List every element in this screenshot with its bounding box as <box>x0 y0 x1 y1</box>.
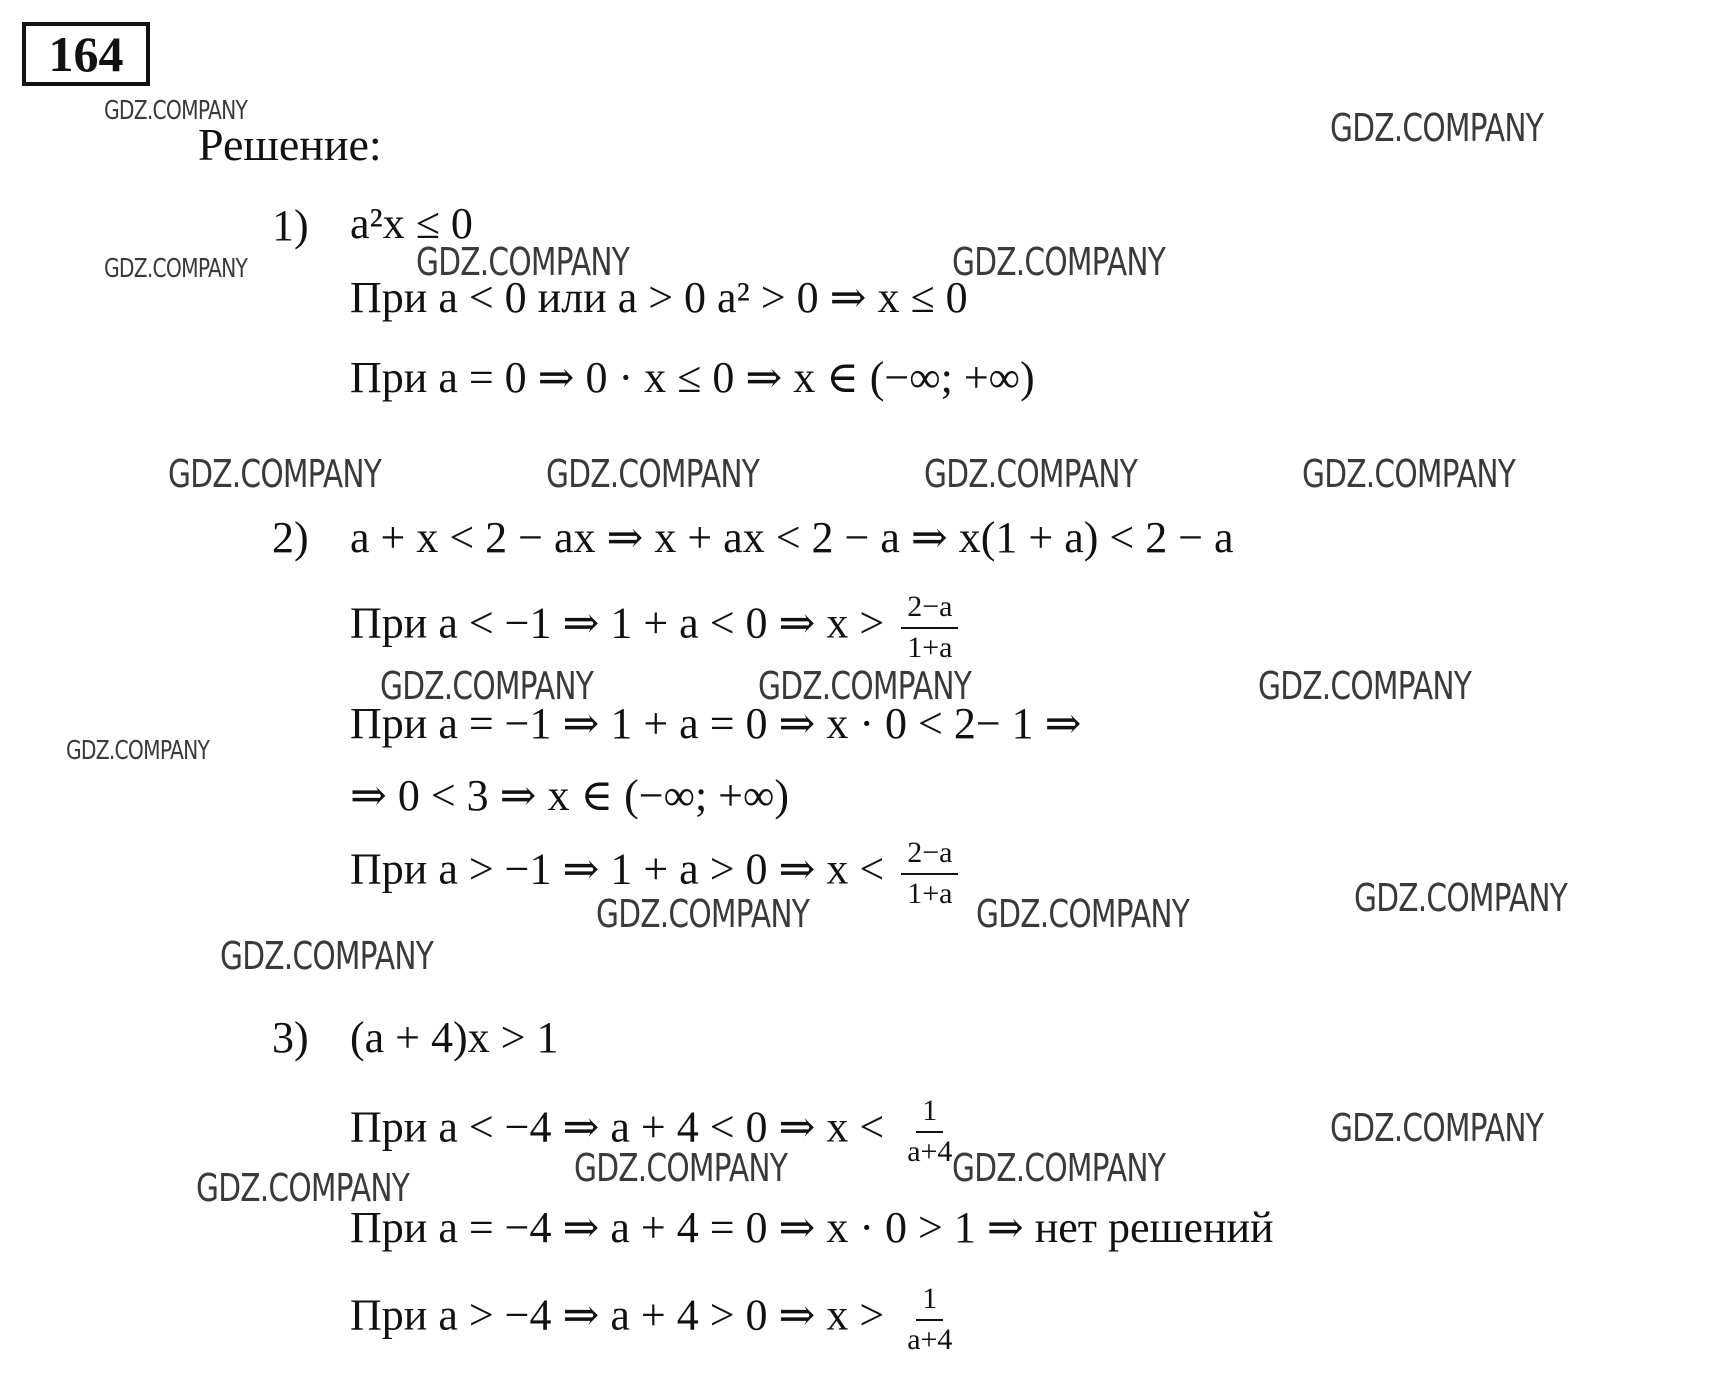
item-3-line-1-text: При a < −4 ⇒ a + 4 < 0 ⇒ x < <box>350 1102 885 1152</box>
solution-heading: Решение: <box>198 119 382 170</box>
item-2-line-3: ⇒ 0 < 3 ⇒ x ∈ (−∞; +∞) <box>350 771 790 820</box>
watermark: GDZ.COMPANY <box>1330 1106 1544 1150</box>
watermark: GDZ.COMPANY <box>924 452 1138 496</box>
fraction-denominator: 1+a <box>907 630 953 664</box>
watermark: GDZ.COMPANY <box>596 892 810 936</box>
item-3-line-3 <box>350 1282 958 1357</box>
item-1-statement: a²x ≤ 0 <box>350 199 473 248</box>
watermark: GDZ.COMPANY <box>1354 876 1568 920</box>
watermark: GDZ.COMPANY <box>168 452 382 496</box>
watermark: GDZ.COMPANY <box>574 1146 788 1190</box>
item-2-line-4-text: При a > −1 ⇒ 1 + a > 0 ⇒ x < <box>350 844 885 894</box>
item-2-statement: a + x < 2 − ax ⇒ x + ax < 2 − a ⇒ x(1 + a) < 2 − a <box>350 513 1234 562</box>
item-1-line-2: При a = 0 ⇒ 0 · x ≤ 0 ⇒ x ∈ (−∞; +∞) <box>350 353 1035 402</box>
watermark: GDZ.COMPANY <box>104 254 248 284</box>
item-3-line-1-fraction <box>901 1094 958 1169</box>
fraction-numerator: 1 <box>916 1282 943 1321</box>
watermark: GDZ.COMPANY <box>220 934 434 978</box>
item-3-line-3-fraction <box>901 1282 958 1357</box>
watermark: GDZ.COMPANY <box>952 1146 1166 1190</box>
item-1-number: 1) <box>272 201 309 250</box>
item-2-line-1 <box>350 590 958 665</box>
item-2-number: 2) <box>272 513 309 562</box>
watermark: GDZ.COMPANY <box>546 452 760 496</box>
fraction-numerator: 1 <box>916 1094 943 1133</box>
fraction-numerator: 2−a <box>901 590 958 629</box>
item-3-statement: (a + 4)x > 1 <box>350 1013 559 1062</box>
watermark: GDZ.COMPANY <box>1302 452 1516 496</box>
watermark: GDZ.COMPANY <box>952 240 1166 284</box>
fraction-denominator: a+4 <box>907 1134 953 1168</box>
watermark: GDZ.COMPANY <box>758 664 972 708</box>
fraction-denominator: a+4 <box>907 1322 953 1356</box>
fraction-denominator: 1+a <box>907 876 953 910</box>
watermark: GDZ.COMPANY <box>976 892 1190 936</box>
watermark: GDZ.COMPANY <box>1330 106 1544 150</box>
item-3-number: 3) <box>272 1013 309 1062</box>
item-3-line-2: При a = −4 ⇒ a + 4 = 0 ⇒ x · 0 > 1 ⇒ нет решений <box>350 1203 1274 1252</box>
watermark: GDZ.COMPANY <box>416 240 630 284</box>
problem-number-badge: 164 <box>22 22 150 86</box>
item-2-line-1-text: При a < −1 ⇒ 1 + a < 0 ⇒ x > <box>350 598 885 648</box>
item-3-line-3-text: При a > −4 ⇒ a + 4 > 0 ⇒ x > <box>350 1290 885 1340</box>
watermark: GDZ.COMPANY <box>66 736 210 766</box>
watermark: GDZ.COMPANY <box>196 1166 410 1210</box>
watermark: GDZ.COMPANY <box>104 96 248 126</box>
item-2-line-4-fraction <box>901 836 958 911</box>
item-1-line-1: При a < 0 или a > 0 a² > 0 ⇒ x ≤ 0 <box>350 273 968 322</box>
item-2-line-2: При a = −1 ⇒ 1 + a = 0 ⇒ x · 0 < 2− 1 ⇒ <box>350 699 1082 748</box>
watermark: GDZ.COMPANY <box>380 664 594 708</box>
watermark: GDZ.COMPANY <box>1258 664 1472 708</box>
item-2-line-1-fraction <box>901 590 958 665</box>
fraction-numerator: 2−a <box>901 836 958 875</box>
